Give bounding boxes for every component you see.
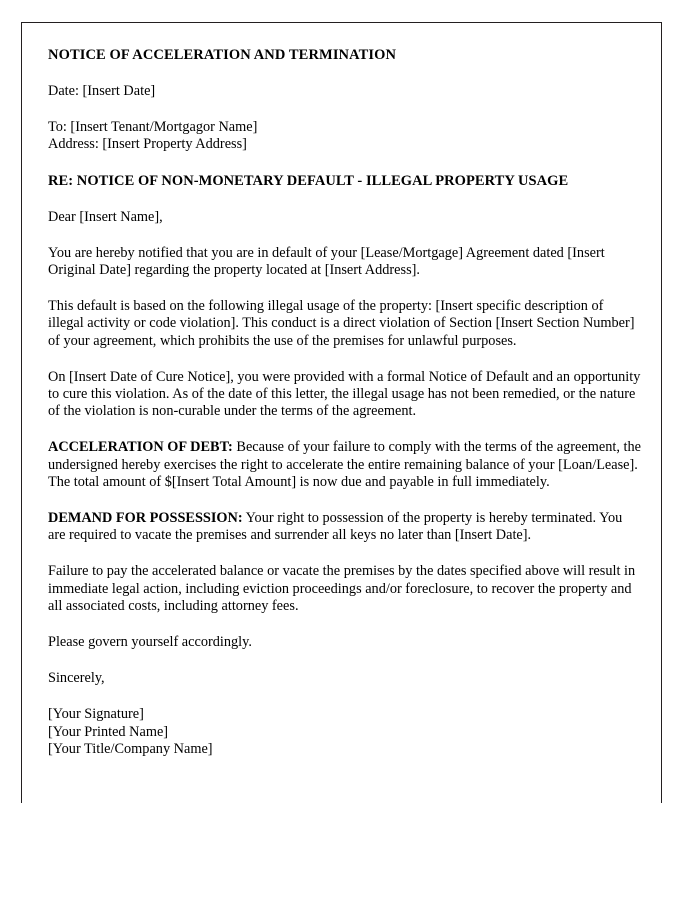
salutation: Dear [Insert Name], xyxy=(48,208,163,225)
paragraph-consequences: Failure to pay the accelerated balance or vacate the premises by the dates specified above will result in immediate legal action, including eviction proceedings and/or foreclosure, to recover the property and all associated costs, including attorney fees. xyxy=(48,563,636,614)
possession-heading: DEMAND FOR POSSESSION: xyxy=(48,510,243,527)
subject-line: RE: NOTICE OF NON-MONETARY DEFAULT - ILLEGAL PROPERTY USAGE xyxy=(48,172,569,189)
paragraph-acceleration-of-debt xyxy=(48,439,642,491)
document-page xyxy=(21,22,662,803)
document-body xyxy=(48,47,642,758)
paragraph-demand-for-possession xyxy=(48,510,642,544)
acceleration-heading: ACCELERATION OF DEBT: xyxy=(48,439,233,456)
recipient-address-line: Address: [Insert Property Address] xyxy=(48,136,247,153)
closing-request: Please govern yourself accordingly. xyxy=(48,634,252,651)
paragraph-illegal-usage: This default is based on the following illegal usage of the property: [Insert specific description of illegal activity or code violation]. This conduct is a direct violation of Section [Insert Section Number] of your agreement, which prohibits the use of the premises for unlawful purposes. xyxy=(48,298,635,349)
paragraph-cure-notice: On [Insert Date of Cure Notice], you were provided with a formal Notice of Default and an opportunity to cure this violation. As of the date of this letter, the illegal usage has not been remedied, or the nature of the violation is non-curable under the terms of the agreement. xyxy=(48,368,641,420)
date-line-group xyxy=(48,83,642,100)
recipient-block xyxy=(48,119,642,153)
possession-body: Your right to possession of the property is hereby terminated. You are required to vacate the premises and surrender all keys no later than [Insert Date]. xyxy=(48,510,623,544)
recipient-to-line: To: [Insert Tenant/Mortgagor Name] xyxy=(48,119,258,136)
acceleration-body: Because of your failure to comply with the terms of the agreement, the undersigned hereby exercises the right to accelerate the entire remaining balance of your [Loan/Lease]. The total amount of $[Insert Total Amount] is now due and payable in full immediately. xyxy=(48,439,641,490)
title-company-line: [Your Title/Company Name] xyxy=(48,740,213,757)
paragraph-default-notice: You are hereby notified that you are in default of your [Lease/Mortgage] Agreement dated [Insert Original Date] regarding the property located at [Insert Address]. xyxy=(48,244,605,279)
date-line: Date: [Insert Date] xyxy=(48,83,156,99)
signature-block xyxy=(48,706,642,758)
closing-salutation: Sincerely, xyxy=(48,670,105,687)
signature-line: [Your Signature] xyxy=(48,706,144,723)
page-title: NOTICE OF ACCELERATION AND TERMINATION xyxy=(48,47,397,63)
printed-name-line: [Your Printed Name] xyxy=(48,723,169,740)
